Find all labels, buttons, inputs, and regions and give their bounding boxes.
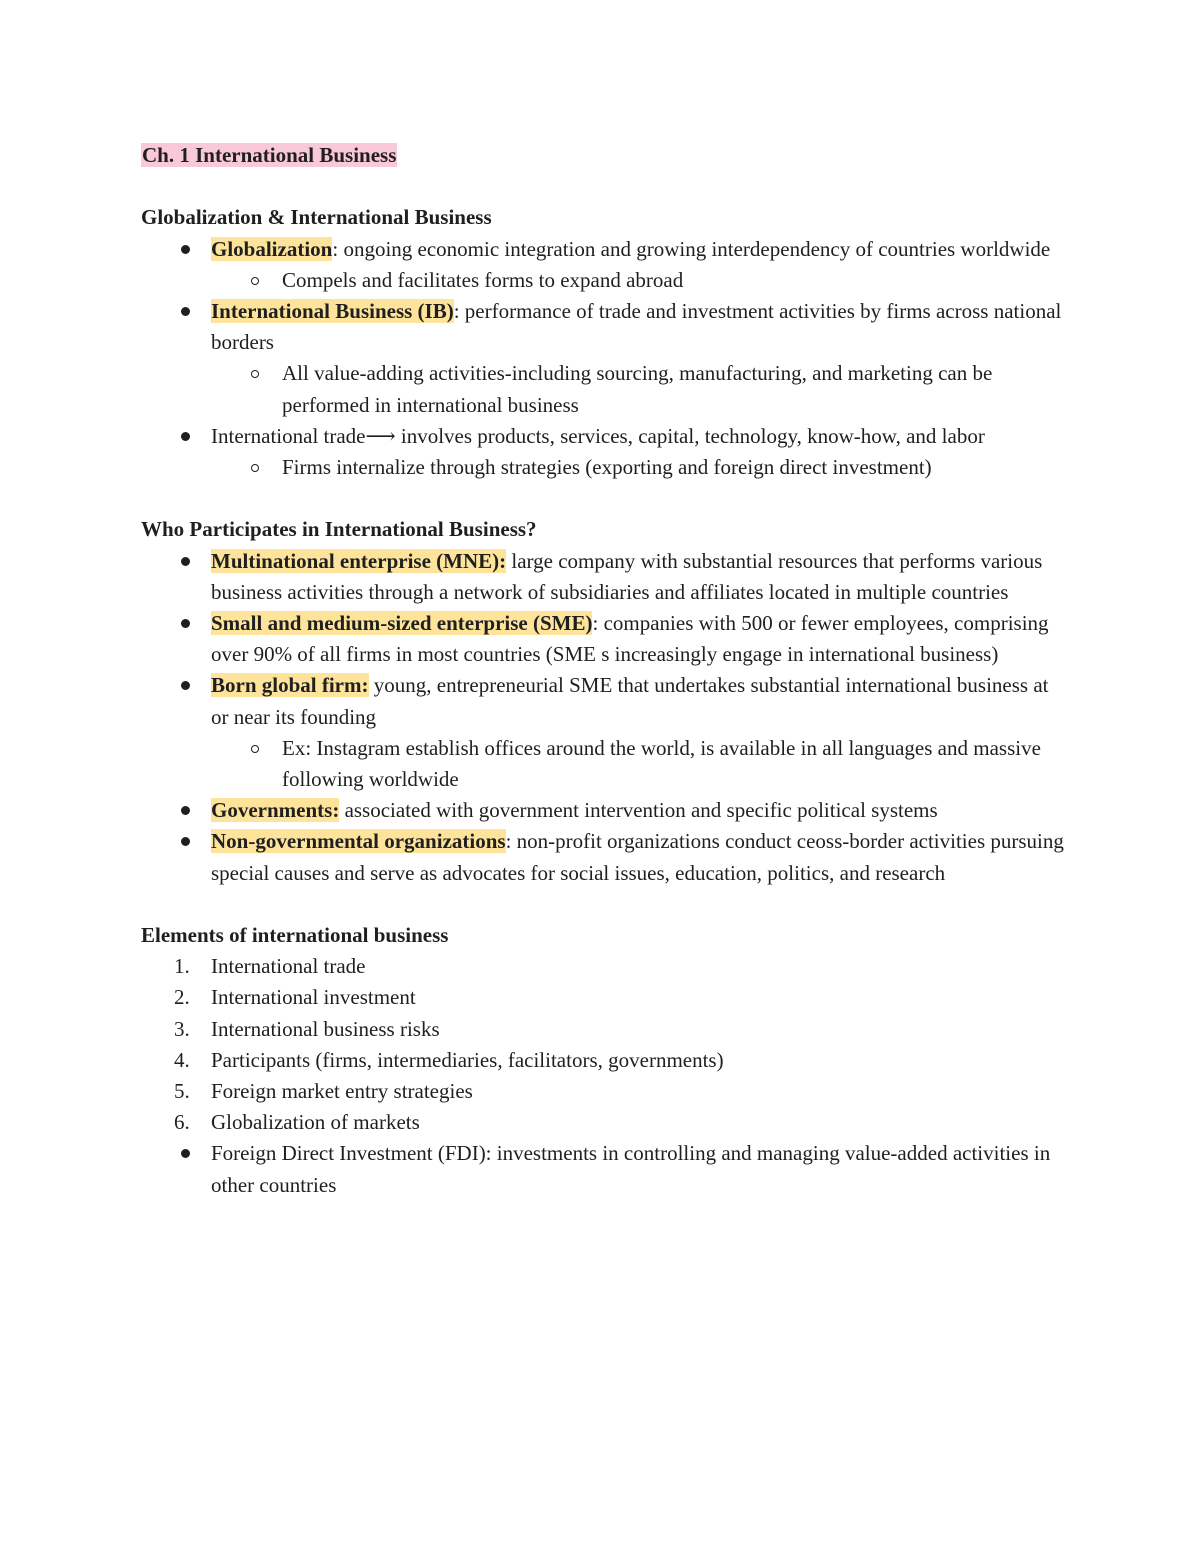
numbered-item: 1. International trade [141, 951, 1071, 982]
item-number: 6. [174, 1110, 190, 1135]
circle-bullet-icon [251, 745, 259, 753]
list-item [141, 670, 1071, 732]
bullet-icon [181, 837, 190, 846]
definition-text: : ongoing economic integration and growing interdependency of countries worldwide [332, 236, 1051, 261]
numbered-item: 2. International investment [141, 982, 1071, 1013]
term-highlight: Multinational enterprise (MNE): [211, 548, 507, 573]
numbered-item: 4. Participants (firms, intermediaries, facilitators, governments) [141, 1045, 1071, 1076]
numbered-item: 3. International business risks [141, 1014, 1071, 1045]
page-title: Ch. 1 International Business [142, 143, 397, 167]
circle-bullet-icon [251, 277, 259, 285]
definition-text: large company with substantial resources that performs various business activities through a network of subsidiaries and affiliates located in multiple countries [211, 548, 1043, 604]
item-number: 3. [174, 1016, 190, 1041]
document-content [141, 140, 1071, 1201]
list-item [141, 546, 1071, 608]
list-item: Foreign Direct Investment (FDI): investments in controlling and managing value-added activities in other countries [141, 1138, 1071, 1200]
globalization-list [141, 234, 1071, 484]
term-highlight: Globalization [211, 236, 333, 261]
list-item [141, 296, 1071, 358]
item-number: 5. [174, 1079, 190, 1104]
title-line [141, 140, 1071, 171]
definition-text: young, entrepreneurial SME that undertakes substantial international business at or near its founding [211, 673, 1049, 729]
item-number: 4. [174, 1047, 190, 1072]
term-highlight: Governments: [211, 798, 340, 823]
list-item [141, 421, 1071, 452]
term-highlight: International Business (IB) [211, 298, 454, 323]
bullet-icon [181, 681, 190, 690]
definition-text: : non-profit organizations conduct ceoss-border activities pursuing special causes and serve as advocates for social issues, education, politics, and research [211, 829, 1064, 885]
bullet-icon [181, 1149, 190, 1158]
bullet-icon [181, 806, 190, 815]
numbered-item: 6. Globalization of markets [141, 1107, 1071, 1138]
term-highlight: Non-governmental organizations [211, 829, 506, 854]
numbered-item: 5. Foreign market entry strategies [141, 1076, 1071, 1107]
definition-text: : performance of trade and investment activities by firms across national borders [211, 298, 1062, 355]
participants-list [141, 546, 1071, 889]
sub-list-item: Compels and facilitates forms to expand abroad [141, 265, 1071, 296]
bullet-icon [181, 557, 190, 566]
item-number: 2. [174, 985, 190, 1010]
definition-text: International trade⟶ involves products, services, capital, technology, know-how, and labor [211, 423, 985, 448]
sub-list-item: Ex: Instagram establish offices around the world, is available in all languages and massive following worldwide [141, 733, 1071, 795]
definition-text: associated with government intervention and specific political systems [339, 798, 938, 823]
bullet-icon [181, 245, 190, 254]
elements-numbered-list [141, 951, 1071, 1138]
item-number: 1. [174, 954, 190, 979]
bullet-icon [181, 307, 190, 316]
section-heading-elements: Elements of international business [141, 923, 449, 948]
section-heading-participants: Who Participates in International Business? [141, 517, 537, 542]
bullet-icon [181, 432, 190, 441]
list-item [141, 234, 1071, 265]
circle-bullet-icon [251, 464, 259, 472]
list-item [141, 608, 1071, 670]
definition-text: : companies with 500 or fewer employees, comprising over 90% of all firms in most countries (SME s increasingly engage in international business) [211, 611, 1049, 667]
sub-list-item: All value-adding activities-including sourcing, manufacturing, and marketing can be performed in international business [141, 358, 1071, 420]
section-heading-globalization: Globalization & International Business [141, 205, 492, 230]
sub-list-item: Firms internalize through strategies (exporting and foreign direct investment) [141, 452, 1071, 483]
list-item [141, 795, 1071, 826]
bullet-icon [181, 619, 190, 628]
circle-bullet-icon [251, 370, 259, 378]
elements-bullet-list [141, 1138, 1071, 1200]
list-item [141, 826, 1071, 888]
term-highlight: Born global firm: [211, 673, 369, 698]
term-highlight: Small and medium-sized enterprise (SME) [211, 611, 593, 635]
